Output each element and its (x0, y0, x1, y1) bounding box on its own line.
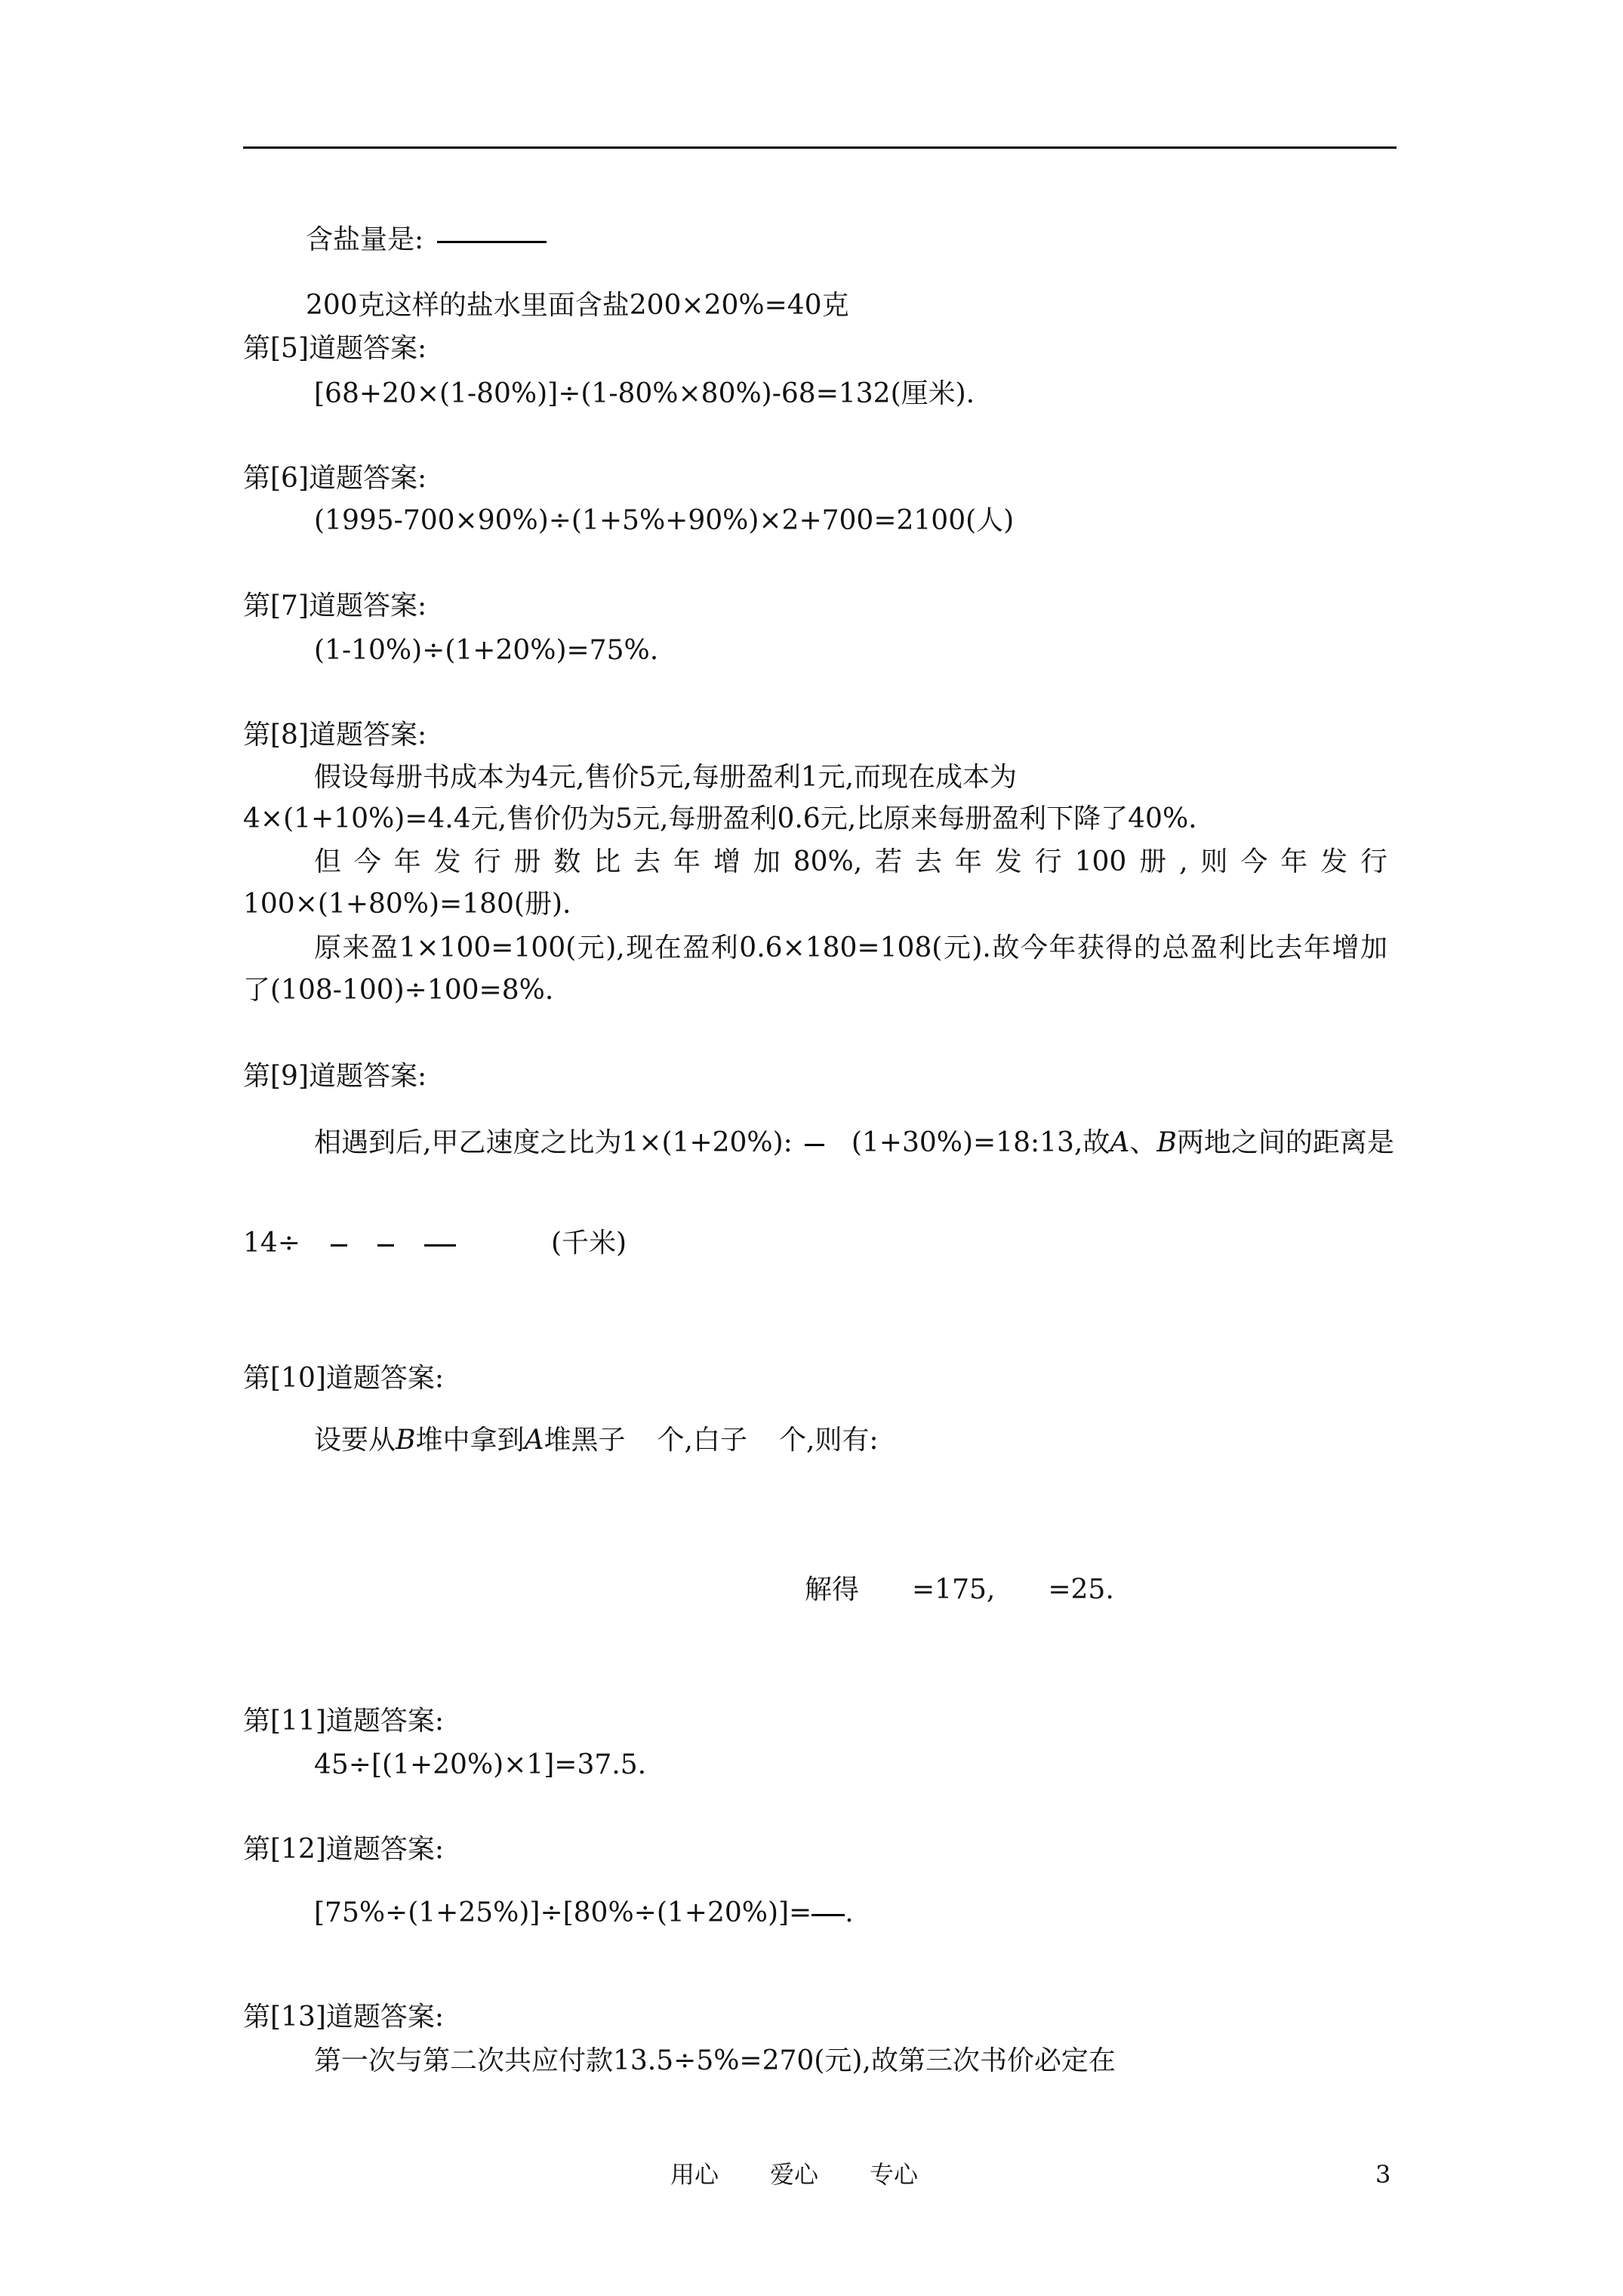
answer-10-text-e: 个,则有: (778, 1425, 879, 1456)
fraction-bar (812, 1914, 845, 1916)
answer-8-line-1: 假设每册书成本为4元,售价5元,每册盈利1元,而现在成本为 (314, 762, 1018, 793)
answer-9-division: 14÷ (243, 1228, 300, 1259)
y-value: =25. (1048, 1574, 1114, 1605)
fraction-bar (331, 1244, 347, 1247)
answer-title-8: 第[8]道题答案: (243, 720, 427, 750)
pile-a: A (524, 1425, 544, 1456)
answer-9-distance-text: 两地之间的距离是 (1176, 1127, 1394, 1158)
pile-b: B (396, 1425, 416, 1456)
point-separator: 、 (1129, 1127, 1157, 1158)
answer-title-12: 第[12]道题答案: (243, 1834, 445, 1865)
answer-title-9: 第[9]道题答案: (243, 1061, 427, 1092)
answer-title-7: 第[7]道题答案: (243, 590, 427, 621)
answer-title-13: 第[13]道题答案: (243, 2002, 445, 2032)
answer-10-text-a: 设要从 (314, 1425, 396, 1456)
fraction-bar (377, 1244, 394, 1247)
answer-line-5: [68+20×(1-80%)]÷(1-80%×80%)-68=132(厘米). (314, 378, 975, 409)
answer-9-unit: (千米) (550, 1228, 627, 1259)
point-a: A (1110, 1127, 1130, 1158)
answer-10-text-b: 堆中拿到 (415, 1425, 525, 1456)
answer-10-text-c: 堆黑子 (544, 1425, 626, 1456)
salt-label-line (306, 223, 547, 257)
salt-label: 含盐量是: (306, 224, 424, 255)
answer-title-6: 第[6]道题答案: (243, 463, 427, 494)
x-value: =175, (912, 1574, 996, 1605)
answer-9-ratio-text: 相遇到后,甲乙速度之比为1×(1+20%): (314, 1127, 793, 1158)
answer-line-13: 第一次与第二次共应付款13.5÷5%=270(元),故第三次书价必定在 (314, 2045, 1116, 2076)
answer-8-line-5: 原来盈1×100=100(元),现在盈利0.6×180=108(元).故今年获得的总盈利比去年增加 (314, 932, 1387, 963)
answer-9-ratio-result: (1+30%)=18:13,故 (851, 1127, 1110, 1158)
answer-8-line-2: 4×(1+10%)=4.4元,售价仍为5元,每册盈利0.6元,比原来每册盈利下降了40%. (243, 803, 1197, 834)
footer-item-2: 爱心 (770, 2160, 819, 2189)
answer-8-line-6: 了(108-100)÷100=8%. (243, 975, 554, 1006)
answer-8-line-4: 100×(1+80%)=180(册). (243, 889, 571, 920)
answer-12-expression: [75%÷(1+25%)]÷[80%÷(1+20%)]= (314, 1897, 812, 1928)
salt-line: 200克这样的盐水里面含盐200×20%=40克 (306, 290, 849, 321)
header-rule (243, 146, 1397, 149)
answer-10-line-1 (314, 1424, 879, 1457)
footer-item-3: 专心 (870, 2160, 919, 2189)
solve-label: 解得 (805, 1574, 860, 1605)
answer-line-6: (1995-700×90%)÷(1+5%+90%)×2+700=2100(人) (314, 505, 1015, 536)
answer-line-7: (1-10%)÷(1+20%)=75%. (314, 635, 659, 666)
answer-title-5: 第[5]道题答案: (243, 333, 427, 364)
answer-line-11: 45÷[(1+20%)×1]=37.5. (314, 1749, 647, 1780)
answer-8-line-3: 但今年发行册数比去年增加80%,若去年发行100册,则今年发行 (314, 846, 1387, 877)
page-number: 3 (1375, 2160, 1391, 2189)
answer-line-12 (314, 1897, 854, 1930)
fraction-bar (424, 1244, 456, 1247)
answer-12-end: . (845, 1897, 854, 1928)
answer-9-line-1 (314, 1126, 1394, 1160)
answer-blank (437, 241, 547, 243)
answer-10-text-d: 个,白子 (657, 1425, 747, 1456)
answer-title-11: 第[11]道题答案: (243, 1706, 445, 1737)
fraction-bar (805, 1144, 824, 1146)
answer-title-10: 第[10]道题答案: (243, 1363, 445, 1394)
point-b: B (1156, 1127, 1177, 1158)
footer-item-1: 用心 (670, 2160, 719, 2189)
answer-10-solution (805, 1573, 1114, 1607)
answer-9-line-2 (243, 1227, 627, 1260)
